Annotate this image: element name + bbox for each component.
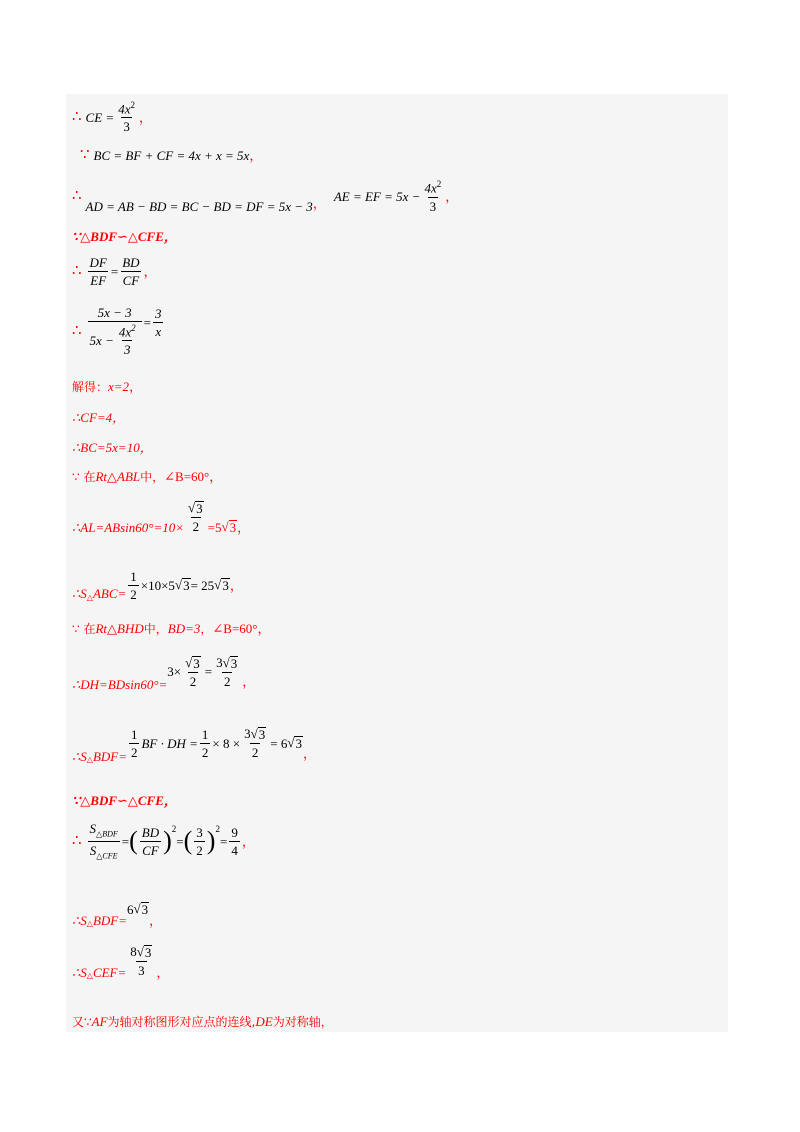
line-solve: 解得： x=2 ， [72, 379, 143, 394]
line-triangle-bhd: ∵ 在 Rt△BHD 中， BD=3 ， ∠B=60° ， [72, 621, 271, 636]
line-bc-value: ∴BC=5x=10， [72, 440, 153, 455]
line-ad: ∴ AD = AB − BD = BC − BD = DF = 5x − 3 ， AE = EF = 5x − $\frac{4x^2}{3}$ ， [72, 179, 459, 214]
fraction: $\frac{4x^2}{3}$ [118, 100, 135, 135]
therefore-symbol: ∴ [72, 108, 82, 125]
line-area-abc: ∴S $_\triangle$ ABC= $\frac{1}{2}$ ×10×5 √ 3 = 25 √ 3 ， [72, 568, 243, 602]
line-al: ∴AL=ABsin60°=10× √ 3 2 =5 √ 3 ， [72, 500, 251, 535]
because-symbol: ∵ [80, 147, 90, 163]
line-cf: ∴CF=4， [72, 410, 126, 425]
line-equation: ∴ 5x − 3 5x − $\frac{4x^2}{3}$ = $\frac{3}{x}$ [72, 305, 162, 358]
line-dh: ∴DH=BDsin60°= 3× √ 3 2 = 3√ 3 2 ， [72, 654, 256, 692]
line-area-bdf-value: ∴S $_\triangle$ BDF= 6 √ 3 ， [72, 901, 163, 928]
line-area-ratio: ∴ $\frac{S_{\triangle BDF}}{S_{\triangle CFE}}$ = ( $\frac{BD}{CF}$ ) $^2$ = ( $\frac{3}{2}$ ) $^2$ = $\frac{9}{4}$ ， [72, 821, 255, 861]
line-triangle-abl: ∵ 在 Rt△ABL 中， ∠B=60° ， [72, 469, 223, 484]
line-ce: ∴ CE = $\frac{4x^2}{3}$ ， [72, 100, 152, 135]
line-area-cef: ∴S $_\triangle$ CEF= 8√ 3 3 ， [72, 944, 170, 980]
line-area-bdf: ∴S $_\triangle$ BDF= $\frac{1}{2}$ BF · DH = $\frac{1}{2}$ × 8 × 3√ 3 2 = 6 √ 3 ， [72, 726, 316, 764]
line-bc: ∵ BC = BF + CF = 4x + x = 5x ， [80, 147, 263, 163]
line-similar-2: ∵△BDF∽△CFE， [72, 793, 177, 808]
line-axis: 又∵ AF 为轴对称图形对应点的连线, DE 为对称轴， [72, 1014, 333, 1029]
line-similar-1: ∵△BDF∽△CFE， [72, 229, 177, 244]
line-ratio: ∴ $\frac{DF}{EF}$ = $\frac{BD}{CF}$ ， [72, 255, 157, 288]
